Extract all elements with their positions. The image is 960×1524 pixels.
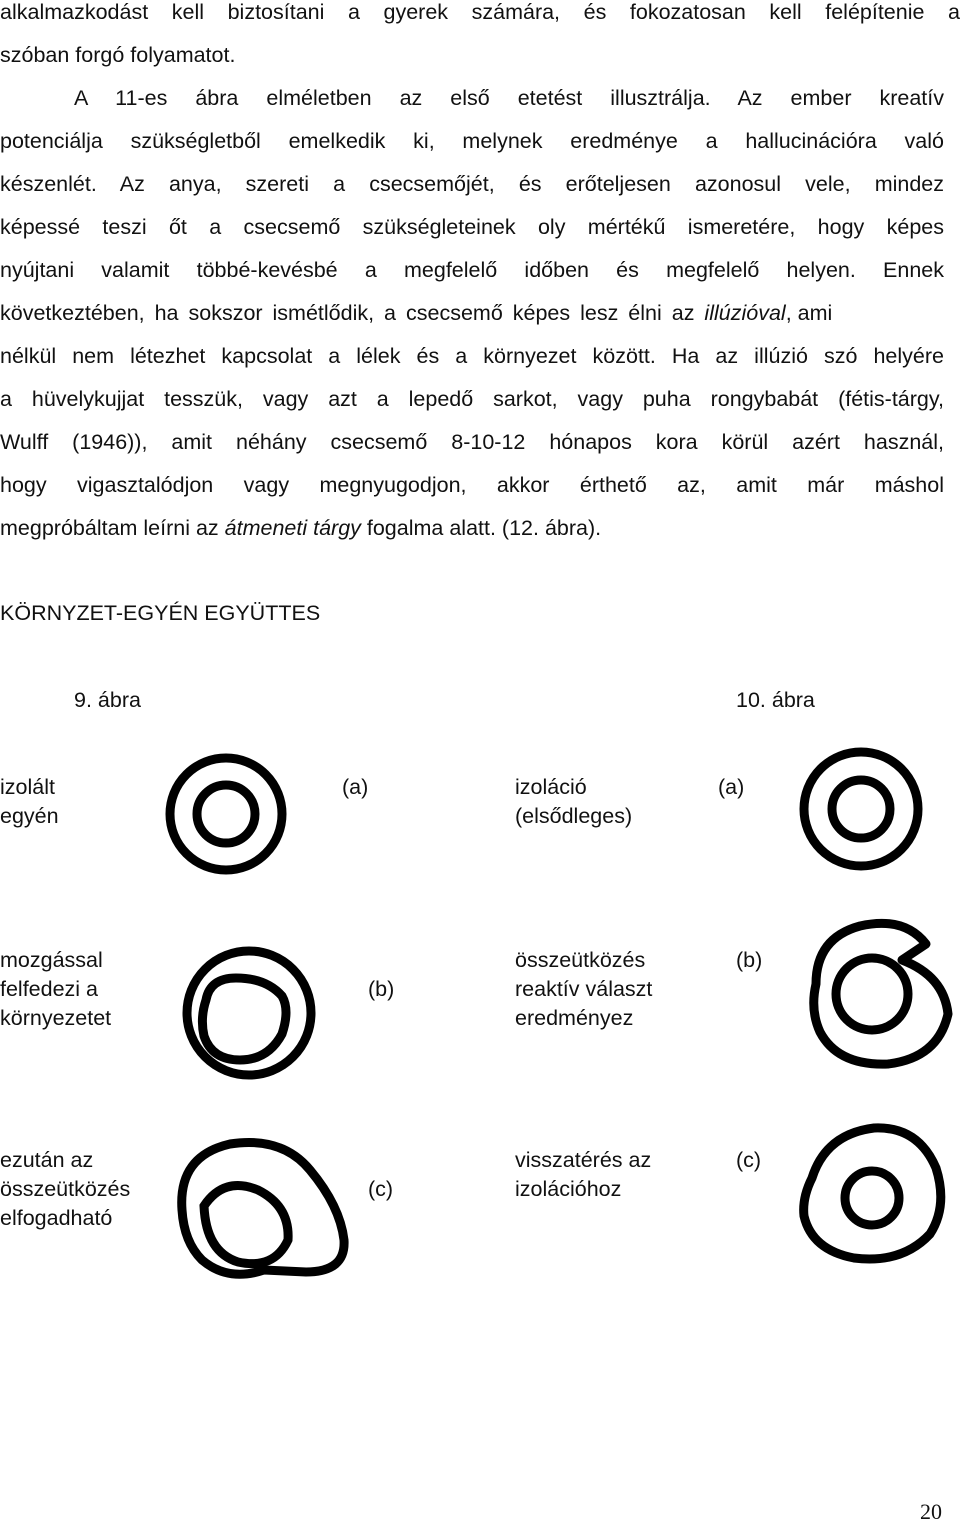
paragraph-line-13-b: fogalma alatt. (12. ábra).: [360, 516, 602, 540]
fig9-c-desc-1: ezután az: [0, 1148, 94, 1172]
figure-9-title: 9. ábra: [74, 688, 141, 712]
section-heading: KÖRNYZET-EGYÉN EGYÜTTES: [0, 601, 321, 625]
fig9-b-desc-3: környezetet: [0, 1006, 112, 1030]
fig9-c-desc-3: elfogadható: [0, 1206, 113, 1230]
fig9-b-desc-1: mozgással: [0, 948, 103, 972]
paragraph-line-11: Wulff (1946)), amit néhány csecsemő 8-10-12 hónapos kora körül azért használ,: [0, 430, 944, 454]
paragraph-line-9: nélkül nem létezhet kapcsolat a lélek és a környezet között. Ha az illúzió szó helyére: [0, 344, 944, 368]
fig10-a-concentric-circles: [794, 742, 928, 876]
fig10-b-tag: (b): [736, 948, 763, 972]
fig9-c-desc-2: összeütközés: [0, 1177, 131, 1201]
fig10-c-desc-2: izolációhoz: [515, 1177, 622, 1201]
fig9-a-tag: (a): [342, 775, 369, 799]
paragraph-line-4: potenciálja szükségletből emelkedik ki, melynek eredménye a hallucinációra való: [0, 129, 944, 153]
paragraph-line-8: [0, 301, 944, 325]
fig10-a-desc-1: izoláció: [515, 775, 587, 799]
fig10-a-tag: (a): [718, 775, 745, 799]
paragraph-line-7: nyújtani valamit többé-kevésbé a megfelelő időben és megfelelő helyen. Ennek: [0, 258, 944, 282]
paragraph-line-8-a: következtében, ha sokszor ismétlődik, a csecsemő képes lesz élni az: [0, 301, 705, 325]
emphasis-illuzioval: illúzióval: [704, 301, 786, 325]
fig9-a-desc-2: egyén: [0, 804, 59, 828]
fig10-b-desc-3: eredményez: [515, 1006, 634, 1030]
paragraph-line-3: A 11-es ábra elméletben az első etetést illusztrálja. Az ember kreatív: [74, 86, 944, 110]
fig10-a-desc-2: (elsődleges): [515, 804, 633, 828]
paragraph-line-1: alkalmazkodást kell biztosítani a gyerek számára, és fokozatosan kell felépítenie a: [0, 0, 960, 24]
fig9-b-desc-2: felfedezi a: [0, 977, 99, 1001]
fig10-c-return-to-isolation: [790, 1118, 950, 1270]
paragraph-line-2: szóban forgó folyamatot.: [0, 43, 236, 67]
fig10-b-reactive-shape: [798, 910, 960, 1072]
fig9-b-tag: (b): [368, 977, 395, 1001]
page-number: 20: [920, 1499, 942, 1524]
emphasis-atmeneti-targy: átmeneti tárgy: [224, 516, 361, 540]
fig9-b-deformed-circles: [174, 938, 324, 1088]
paragraph-line-10: a hüvelykujjat tesszük, vagy azt a lepedő sarkot, vagy puha rongybabát (fétis-tárgy,: [0, 387, 944, 411]
paragraph-line-6: képessé teszi őt a csecsemő szükségleteinek oly mértékű ismeretére, hogy képes: [0, 215, 944, 239]
fig9-c-overlapping-shapes: [168, 1132, 358, 1282]
fig9-a-concentric-circles: [160, 748, 292, 880]
paragraph-line-5: készenlét. Az anya, szereti a csecsemőjét, és erőteljesen azonosul vele, mindez: [0, 172, 944, 196]
fig10-b-desc-1: összeütközés: [515, 948, 646, 972]
fig9-a-desc-1: izolált: [0, 775, 55, 799]
paragraph-line-8-b: , ami: [785, 301, 833, 325]
fig10-b-desc-2: reaktív választ: [515, 977, 653, 1001]
figure-10-title: 10. ábra: [736, 688, 815, 712]
fig9-c-tag: (c): [368, 1177, 394, 1201]
fig10-c-desc-1: visszatérés az: [515, 1148, 652, 1172]
fig10-c-tag: (c): [736, 1148, 762, 1172]
paragraph-line-13-a: megpróbáltam leírni az: [0, 516, 225, 540]
paragraph-line-12: hogy vigasztalódjon vagy megnyugodjon, akkor érthető az, amit már máshol: [0, 473, 944, 497]
paragraph-line-13: [0, 516, 960, 540]
